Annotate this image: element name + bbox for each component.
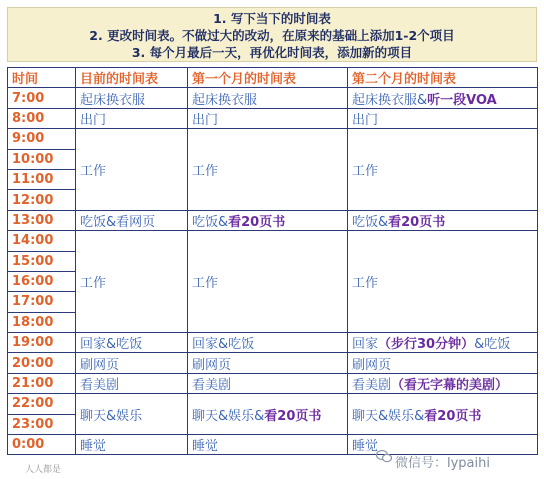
activity-cell: 回家&吃饭 [188, 333, 348, 353]
activity-cell [348, 373, 538, 393]
activity-text: 起床换衣服& [352, 92, 428, 108]
activity-cell: 聊天&娱乐 [76, 394, 188, 435]
activity-cell: 刷网页 [76, 353, 188, 373]
activity-text: 聊天&娱乐& [192, 408, 265, 424]
table-row [8, 353, 538, 373]
activity-cell [188, 394, 348, 435]
activity-cell: 工作 [76, 231, 188, 333]
activity-cell [348, 210, 538, 230]
activity-cell: 起床换衣服 [76, 88, 188, 108]
activity-cell: 吃饭&看网页 [76, 210, 188, 230]
activity-text: &吃饭 [474, 337, 511, 353]
table-row [8, 210, 538, 230]
time-cell: 22:00 [8, 394, 76, 414]
table-row [8, 373, 538, 393]
header-current: 目前的时间表 [76, 68, 188, 88]
activity-cell: 工作 [348, 129, 538, 211]
activity-cell: 出门 [348, 108, 538, 128]
table-row [8, 108, 538, 128]
activity-cell: 工作 [188, 231, 348, 333]
new-item-text: （步行30分钟） [378, 337, 475, 353]
activity-cell: 刷网页 [188, 353, 348, 373]
activity-cell [348, 333, 538, 353]
table-row [8, 129, 538, 149]
schedule-table [7, 67, 538, 455]
activity-cell: 起床换衣服 [188, 88, 348, 108]
new-item-text: 看20页书 [228, 214, 286, 230]
activity-cell: 回家&吃饭 [76, 333, 188, 353]
activity-cell: 看美剧 [76, 373, 188, 393]
activity-cell [348, 88, 538, 108]
time-cell: 7:00 [8, 88, 76, 108]
time-cell: 0:00 [8, 435, 76, 455]
wechat-icon [376, 449, 392, 463]
table-row [8, 231, 538, 251]
activity-text: 吃饭& [352, 214, 389, 230]
activity-text: 看美剧 [352, 378, 392, 394]
activity-cell [348, 394, 538, 435]
instruction-3: 3. 每个月最后一天，再优化时间表，添加新的项目 [131, 45, 413, 60]
time-cell: 11:00 [8, 169, 76, 189]
activity-cell: 看美剧 [188, 373, 348, 393]
time-cell: 23:00 [8, 414, 76, 434]
activity-cell: 睡觉 [76, 435, 188, 455]
table-row [8, 88, 538, 108]
header-month2: 第二个月的时间表 [348, 68, 538, 88]
activity-cell: 工作 [348, 231, 538, 333]
activity-text: 聊天&娱乐& [352, 408, 425, 424]
new-item-text: 看20页书 [264, 408, 322, 424]
activity-cell: 刷网页 [348, 353, 538, 373]
instructions-box [7, 7, 537, 62]
instruction-1: 1. 写下当下的时间表 [213, 11, 331, 26]
header-time: 时间 [8, 68, 76, 88]
time-cell: 15:00 [8, 251, 76, 271]
activity-cell: 睡觉 [188, 435, 348, 455]
time-cell: 17:00 [8, 292, 76, 312]
activity-cell: 出门 [76, 108, 188, 128]
new-item-text: （看无字幕的美剧） [391, 378, 509, 394]
time-cell: 13:00 [8, 210, 76, 230]
activity-cell: 工作 [76, 129, 188, 211]
activity-cell: 睡觉 [348, 435, 538, 455]
time-cell: 21:00 [8, 373, 76, 393]
table-row [8, 333, 538, 353]
watermark-text: 微信号：lypaihi [395, 456, 490, 471]
time-cell: 12:00 [8, 190, 76, 210]
activity-text: 吃饭& [192, 214, 229, 230]
time-cell: 14:00 [8, 231, 76, 251]
time-cell: 8:00 [8, 108, 76, 128]
activity-cell: 出门 [188, 108, 348, 128]
time-cell: 19:00 [8, 333, 76, 353]
table-row [8, 394, 538, 414]
activity-cell [188, 210, 348, 230]
time-cell: 18:00 [8, 312, 76, 332]
activity-text: 回家 [352, 337, 379, 353]
instruction-2: 2. 更改时间表。不做过大的改动，在原来的基础上添加1-2个项目 [89, 28, 455, 43]
time-cell: 20:00 [8, 353, 76, 373]
watermark-small: 人人都是 [25, 465, 62, 475]
new-item-text: 听一段VOA [427, 92, 497, 108]
activity-cell: 工作 [188, 129, 348, 211]
time-cell: 16:00 [8, 271, 76, 291]
table-header-row [8, 68, 538, 88]
new-item-text: 看20页书 [424, 408, 482, 424]
time-cell: 10:00 [8, 149, 76, 169]
time-cell: 9:00 [8, 129, 76, 149]
new-item-text: 看20页书 [388, 214, 446, 230]
header-month1: 第一个月的时间表 [188, 68, 348, 88]
